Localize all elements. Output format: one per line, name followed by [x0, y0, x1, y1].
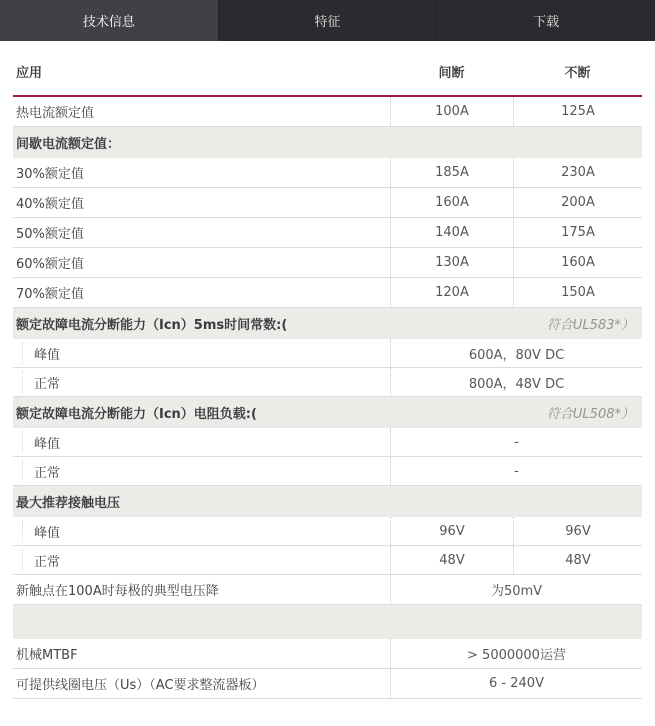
table-row	[13, 339, 642, 368]
row-value: > 5000000运营	[390, 639, 642, 668]
row-label	[13, 605, 390, 639]
row-value: 6 - 240V	[390, 669, 642, 698]
table-row	[13, 218, 642, 248]
table-row	[13, 188, 642, 218]
row-label: 间歇电流额定值：	[16, 137, 121, 152]
row-value-uninterrupted: 160A	[513, 248, 642, 277]
table-body	[13, 97, 642, 699]
row-value-intermittent: 100A	[390, 97, 513, 126]
row-value-uninterrupted: 200A	[513, 188, 642, 217]
row-label: 额定故障电流分断能力（Icn）电阻负载:(	[16, 407, 257, 422]
table-row	[13, 428, 642, 457]
row-value-intermittent: 130A	[390, 248, 513, 277]
row-label: 额定故障电流分断能力（Icn）5ms时间常数:(	[16, 318, 288, 333]
row-value-uninterrupted: 230A	[513, 158, 642, 187]
row-label: 正常	[34, 465, 61, 481]
compliance-note: 符合UL508*）	[546, 407, 634, 422]
row-label: 70%额定值	[16, 287, 84, 302]
row-value: -	[390, 457, 642, 485]
row-value-intermittent: 160A	[390, 188, 513, 217]
table-row	[13, 546, 642, 575]
table-row	[13, 669, 642, 699]
table-row	[13, 368, 642, 397]
table-row	[13, 278, 642, 308]
row-label: 热电流额定值	[16, 106, 95, 121]
row-value: -	[390, 428, 642, 456]
tab-technical-info[interactable]: 技术信息	[0, 0, 218, 41]
section-row	[13, 605, 642, 639]
section-row	[13, 397, 642, 428]
spec-table	[13, 41, 642, 699]
table-row	[13, 158, 642, 188]
row-label: 峰值	[34, 436, 61, 452]
row-value-intermittent: 140A	[390, 218, 513, 247]
tab-bar	[0, 0, 655, 41]
row-label: 可提供线圈电压（Us）（AC要求整流器板）	[16, 678, 265, 693]
row-value-uninterrupted: 150A	[513, 278, 642, 307]
table-row	[13, 457, 642, 486]
section-filler	[390, 486, 642, 517]
row-label: 新触点在100A时每极的典型电压降	[16, 584, 219, 599]
row-value-intermittent: 185A	[390, 158, 513, 187]
section-row	[13, 486, 642, 517]
table-row	[13, 97, 642, 127]
section-filler	[390, 127, 642, 158]
row-label: 正常	[34, 376, 61, 392]
row-value-intermittent: 120A	[390, 278, 513, 307]
row-value: 为50mV	[390, 575, 642, 604]
row-value-uninterrupted: 48V	[513, 546, 642, 574]
compliance-note: 符合UL583*）	[546, 318, 634, 333]
tab-downloads[interactable]: 下载	[436, 0, 655, 41]
row-label: 机械MTBF	[16, 648, 78, 663]
row-label: 50%额定值	[16, 227, 84, 242]
table-row	[13, 517, 642, 546]
row-value-uninterrupted: 96V	[513, 517, 642, 545]
row-value-intermittent: 48V	[390, 546, 513, 574]
table-row	[13, 248, 642, 278]
row-label: 最大推荐接触电压	[16, 496, 121, 511]
section-row	[13, 308, 642, 339]
row-value-intermittent: 96V	[390, 517, 513, 545]
row-value: 800A，48V DC	[390, 368, 642, 396]
header-col-intermittent: 间断	[438, 66, 465, 81]
row-label: 正常	[34, 554, 61, 570]
section-row	[13, 127, 642, 158]
row-label: 峰值	[34, 525, 61, 541]
table-header-row	[13, 41, 642, 97]
header-col-application: 应用	[16, 66, 43, 81]
row-label: 40%额定值	[16, 197, 84, 212]
row-label: 30%额定值	[16, 167, 84, 182]
table-row	[13, 575, 642, 605]
tab-features[interactable]: 特征	[218, 0, 437, 41]
row-value: 600A，80V DC	[390, 339, 642, 367]
row-label: 60%额定值	[16, 257, 84, 272]
row-value-uninterrupted: 125A	[513, 97, 642, 126]
row-label: 峰值	[34, 347, 61, 363]
header-col-uninterrupted: 不断	[564, 66, 591, 81]
row-value-uninterrupted: 175A	[513, 218, 642, 247]
table-row	[13, 639, 642, 669]
